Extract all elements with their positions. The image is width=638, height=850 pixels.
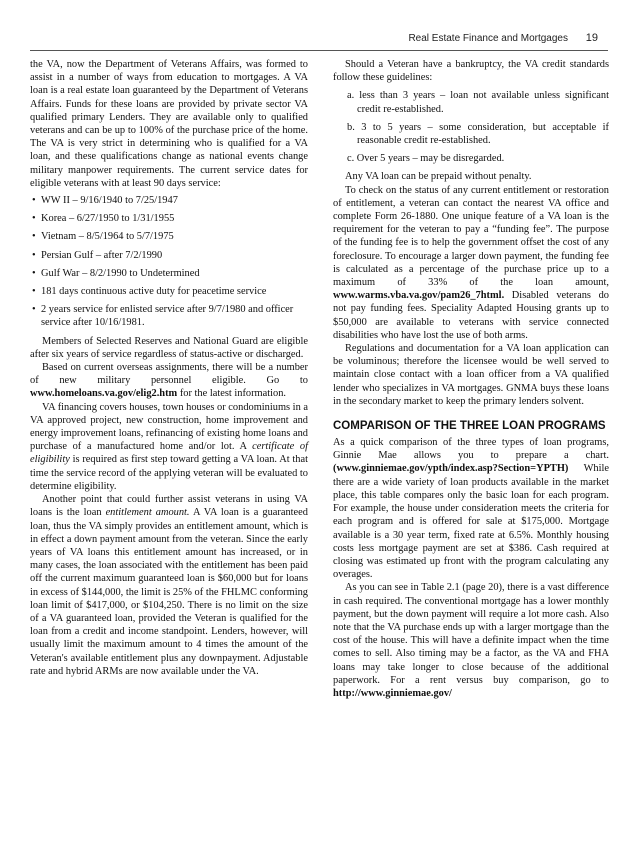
- va-intro-paragraph: the VA, now the Department of Veterans Affairs, was formed to assist in a number of ways from education to mortgages. A VA loan is a real estate loan guaranteed by the Department of Veterans Affairs. Funds for these loans are provided by private sector VA qualified primary Lenders. They are available only to qualified veterans and can be up to 100% of the purchase price of the home. The VA is very strict in determining who is qualified for a VA loan, and these qualifications change as national events change military manpower requirements. The current service dates for eligible veterans with at least 90 days service:: [30, 59, 308, 189]
- service-date-item: • WW II – 9/16/1940 to 7/25/1947: [30, 194, 308, 207]
- reserves-paragraph: Members of Selected Reserves and National Guard are eligible after six years of service regardless of status-active or discharged.: [30, 335, 308, 360]
- entitlement-term: entitlement amount.: [105, 507, 190, 519]
- service-date-item: • 2 years service for enlisted service after 9/7/1980 and officer service after 10/16/1981.: [30, 303, 308, 329]
- comparison-paragraph: [333, 436, 609, 581]
- entitlement-text: Another point that could further assist veterans in using VA loans is the loan: [30, 494, 308, 519]
- funding-fee-text: To check on the status of any current entitlement or restoration of entitlement, a veteran can contact the nearest VA office and complete Form 26-1880. One unique feature of a VA loan is the requirement for the veteran to pay a “funding fee”. The purpose of the funding fee is to help the government offset the cost of any foreclosure. To encourage a larger down payment, the funding fee is calculated as a percentage of the purchase price up to a maximum of 33% of the loan amount,: [333, 184, 609, 289]
- service-date-item: • 181 days continuous active duty for peacetime service: [30, 285, 308, 298]
- bankruptcy-guidelines-list: [347, 89, 609, 165]
- left-column: [30, 58, 308, 678]
- funding-fee-paragraph: [333, 184, 609, 342]
- bankruptcy-intro: Should a Veteran have a bankruptcy, the VA credit standards follow these guidelines:: [333, 59, 609, 84]
- running-header-title: Real Estate Finance and Mortgages: [408, 33, 568, 44]
- financing-text: VA financing covers houses, town houses or condominiums in a VA approved project, new construction, home improvement and energy improvement loans, refinancing of existing home loans and purchase of a manufactured home and/or lot. A: [30, 401, 308, 453]
- ginniemae-link[interactable]: http://www.ginniemae.gov/: [333, 687, 452, 699]
- service-date-item: • Korea – 6/27/1950 to 1/31/1955: [30, 212, 308, 225]
- table-reference-text: As you can see in Table 2.1 (page 20), there is a vast difference in cash required. The conventional mortgage has a lower monthly payment, but the down payment will require a lot more cash. Also note that the VA purchase ends up with a larger mortgage than the cost of the house. This will have a definite impact when the time comes to sell. Also timing may be a factor, as the VA and FHA loans may take longer to close because of the additional paperwork. For a rent versus buy comparison, go to: [333, 582, 609, 686]
- overseas-paragraph: [30, 361, 308, 401]
- funding-fee-text-end: Disabled veterans do not pay funding fees. Speciality Adapted Housing grants up to $50,000 are available to veterans with service connected disabilities who have lost the use of both arms.: [333, 290, 609, 341]
- guideline-item: a. less than 3 years – loan not available unless significant credit re-established.: [347, 90, 609, 115]
- overseas-text: Based on current overseas assignments, there will be a number of new military personnel eligible. Go to: [30, 362, 308, 387]
- section-heading: COMPARISON OF THE THREE LOAN PROGRAMS: [333, 420, 606, 433]
- running-header: [30, 30, 608, 50]
- guideline-item: b. 3 to 5 years – some consideration, but acceptable if reasonable credit re-established.: [347, 121, 609, 147]
- comparison-text-end: While there are a wide variety of loan products available in the market place, this table compares only the basic loan for each program. For example, the house under consideration meets the criteria for each program and is offered for sale at $175,000. Mortgage available is a 30 year term, fixed rate at 6.5%. Monthly housing costs less mortgage payment are set at $386. Cash required at closing was estimated up front with the program calculating any overages.: [333, 463, 609, 581]
- entitlement-text-end: A VA loan is a guaranteed loan, thus the VA simply provides an entitlement amount, which is in effect a down payment amount from the veteran. Since the early years of VA loans this entitlement amount has increased, or in many cases, the loan associated with the entitlement has been paid off the current maximum guaranteed loan is $60,000 but for loans in excess of $144,000, the limit is 25% of the FHLMC conforming loan limit of $417,000, or $104,250. There is no limit on the size of a VA guaranteed loan, provided the Veteran is qualified for the loan from a credit and income standpoint. Lenders, however, will usually limit the maximum amount to 4 times the amount of the Veteran's available entitlement plus any downpayment. Adjustable rate and hybrid ARMs are now available under the VA.: [30, 507, 308, 677]
- service-date-item: • Persian Gulf – after 7/2/1990: [30, 249, 308, 262]
- service-dates-list: [30, 194, 308, 330]
- overseas-text-end: for the latest information.: [179, 388, 287, 400]
- comparison-text: As a quick comparison of the three types of loan programs, Ginnie Mae allows you to prepare a chart.: [333, 437, 609, 462]
- page-number: 19: [585, 32, 598, 44]
- service-date-item: • Gulf War – 8/2/1990 to Undetermined: [30, 267, 308, 280]
- ginniemae-ypth-link[interactable]: (www.ginniemae.gov/ypth/index.asp?Section=YPTH): [333, 463, 569, 475]
- homeloans-link[interactable]: www.homeloans.va.gov/elig2.htm: [30, 388, 178, 400]
- certificate-term: certificate of eligibility: [30, 441, 309, 466]
- guideline-item: c. Over 5 years – may be disregarded.: [347, 153, 505, 165]
- financing-paragraph: [30, 401, 308, 493]
- right-column: [333, 58, 609, 700]
- entitlement-paragraph: [30, 493, 308, 678]
- financing-text-end: is required as first step toward getting a VA loan. At that time the service record of the applying veteran will be evaluated to determine eligibility.: [30, 454, 308, 492]
- regulations-paragraph: Regulations and documentation for a VA loan application can be voluminous; therefore the licensee would be well served to maintain close contact with a loan officer from a VA qualified lender who specializes in VA mortgages. GNMA buys these loans in the secondary market to keep the primary lenders solvent.: [333, 343, 609, 407]
- table-reference-paragraph: [333, 581, 609, 700]
- warms-link[interactable]: www.warms.vba.va.gov/pam26_7html.: [333, 290, 505, 302]
- header-rule: [30, 50, 608, 51]
- prepaid-paragraph: Any VA loan can be prepaid without penalty.: [345, 171, 532, 183]
- service-date-item: • Vietnam – 8/5/1964 to 5/7/1975: [30, 230, 308, 243]
